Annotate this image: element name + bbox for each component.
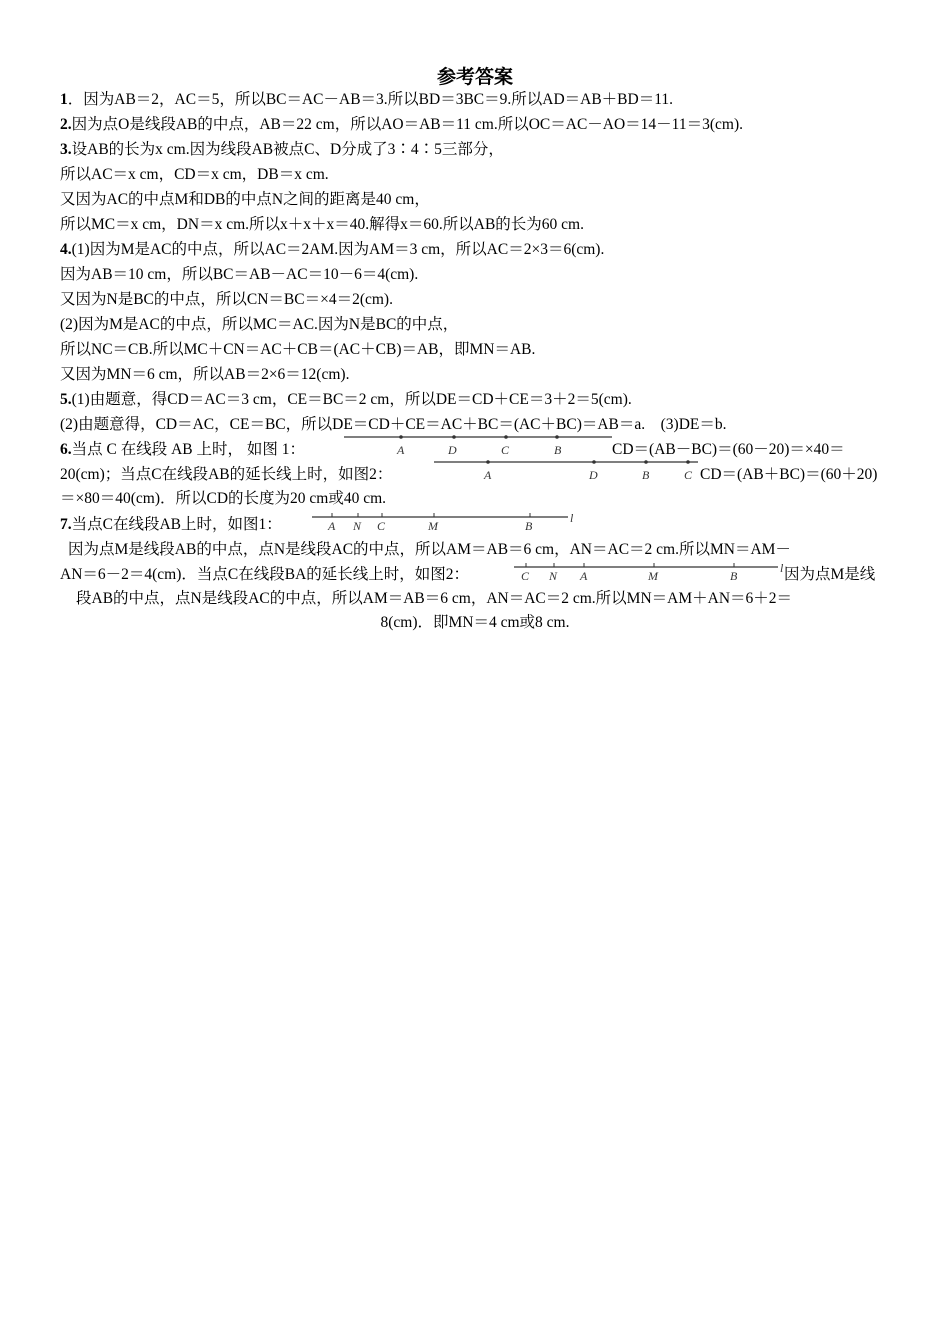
q7-figure-2 — [514, 558, 790, 584]
answer-3-line-1: 设AB的长为x cm.因为线段AB被点C、D分成了3∶4∶5三部分， — [71, 141, 504, 158]
answer-6-line-3: ＝×80＝40(cm)．所以CD的长度为20 cm或40 cm. — [60, 490, 387, 507]
answer-5-line-2: (2)由题意得，CD＝AC，CE＝BC，所以DE＝CD＋CE＝AC＋BC＝(AC＋BC)＝AB＝a. (3)DE＝b. — [60, 416, 727, 433]
answer-2-text: 因为点O是线段AB的中点，AB＝22 cm，所以AO＝AB＝11 cm.所以OC＝AC－AO＝14－11＝3(cm). — [71, 116, 743, 133]
answer-6-line-2a: 20(cm)；当点C在线段AB的延长线上时，如图2： — [60, 466, 393, 483]
q6-fig2-point-d — [592, 460, 596, 464]
answer-3-number: 3. — [60, 141, 72, 158]
answer-2 — [60, 115, 743, 135]
q6-fig1-point-d — [452, 435, 456, 439]
q6-figure-1 — [344, 432, 614, 460]
q7-fig1-label-n: N — [353, 519, 362, 533]
answer-3-line-2: 所以AC＝x cm，CD＝x cm，DB＝x cm. — [60, 166, 329, 183]
q6-figure-2 — [434, 457, 700, 485]
answer-5-line-1: (1)由题意，得CD＝AC＝3 cm，CE＝BC＝2 cm，所以DE＝CD＋CE＝3＋2＝5(cm). — [71, 391, 632, 408]
q7-fig1-label-a: A — [328, 519, 336, 533]
q7-fig1-label-b: B — [525, 519, 533, 533]
q6-fig2-label-b: B — [642, 468, 650, 482]
answer-7-line-3b: 因为点M是线 — [784, 566, 876, 583]
q7-fig2-label-c: C — [521, 569, 530, 583]
answer-6-line-1b: CD＝(AB－BC)＝(60－20)＝×40＝ — [612, 441, 845, 458]
q6-fig2-point-c — [686, 460, 690, 464]
q6-fig1-label-d: D — [448, 443, 457, 457]
answer-3 — [60, 140, 504, 160]
q7-fig2-label-a: A — [580, 569, 588, 583]
answer-4-line-3: 又因为N是BC的中点，所以CN＝BC＝×4＝2(cm). — [60, 291, 393, 308]
q6-fig1-label-c: C — [501, 443, 510, 457]
answer-7-line-3a: AN＝6－2＝4(cm)．当点C在线段BA的延长线上时，如图2： — [60, 566, 470, 583]
answer-4-line-1: (1)因为M是AC的中点，所以AC＝2AM.因为AM＝3 cm，所以AC＝2×3＝6(cm). — [71, 241, 605, 258]
answer-4-line-2: 因为AB＝10 cm，所以BC＝AB－AC＝10－6＝4(cm). — [60, 266, 419, 283]
q6-fig1-label-a: A — [397, 443, 405, 457]
q6-fig2-label-d: D — [589, 468, 598, 482]
q6-fig2-label-c: C — [684, 468, 693, 482]
answer-7-line-1: 当点C在线段AB上时，如图1： — [71, 516, 282, 533]
q6-fig2-point-a — [486, 460, 490, 464]
q7-figure-1 — [312, 508, 582, 534]
q6-fig2-point-b — [644, 460, 648, 464]
page-title: 参考答案 — [436, 66, 513, 88]
answer-1-number: 1 — [60, 91, 68, 108]
answer-7-line-2: 因为点M是线段AB的中点，点N是线段AC的中点，所以AM＝AB＝6 cm，AN＝AC＝2 cm.所以MN＝AM－ — [68, 541, 791, 558]
q6-fig1-point-b — [555, 435, 559, 439]
q7-fig1-label-l: l — [570, 511, 574, 525]
q7-fig2-label-b: B — [730, 569, 738, 583]
q7-fig1-label-c: C — [377, 519, 386, 533]
answer-1-text: ．因为AB＝2，AC＝5，所以BC＝AC－AB＝3.所以BD＝3BC＝9.所以AD＝AB＋BD＝11. — [67, 91, 674, 108]
q7-fig2-label-n: N — [549, 569, 558, 583]
answer-4-number: 4. — [60, 241, 72, 258]
answer-6-line-2b: CD＝(AB＋BC)＝(60＋20) — [700, 466, 878, 483]
answer-4-line-4: (2)因为M是AC的中点，所以MC＝AC.因为N是BC的中点， — [60, 316, 459, 333]
answer-3-line-4: 所以MC＝x cm，DN＝x cm.所以x＋x＋x＝40.解得x＝60.所以AB的长为60 cm. — [60, 216, 584, 233]
answer-1 — [60, 90, 673, 110]
q7-fig1-label-m: M — [428, 519, 438, 533]
answer-6-text-1a: 当点 C 在线段 AB 上时， 如图 1： — [71, 441, 305, 458]
q6-fig1-label-b: B — [554, 443, 562, 457]
answer-7-line-4: 段AB的中点，点N是线段AC的中点，所以AM＝AB＝6 cm，AN＝AC＝2 cm.所以MN＝AM＋AN＝6＋2＝ — [76, 590, 793, 607]
answer-2-number: 2. — [60, 116, 72, 133]
q6-fig1-point-c — [504, 435, 508, 439]
q6-fig1-point-a — [399, 435, 403, 439]
q7-fig2-label-l: l — [780, 561, 784, 575]
answer-7 — [60, 515, 282, 535]
answer-5-number: 5. — [60, 391, 72, 408]
answer-4 — [60, 240, 604, 260]
answer-3-line-3: 又因为AC的中点M和DB的中点N之间的距离是40 cm， — [60, 191, 430, 208]
q7-fig2-label-m: M — [648, 569, 658, 583]
answer-7-line-5: 8(cm)．即MN＝4 cm或8 cm. — [380, 614, 570, 631]
answer-7-number: 7. — [60, 516, 72, 533]
answer-6-line-1a — [60, 440, 305, 460]
answer-4-line-6: 又因为MN＝6 cm，所以AB＝2×6＝12(cm). — [60, 366, 350, 383]
answer-4-line-5: 所以NC＝CB.所以MC＋CN＝AC＋CB＝(AC＋CB)＝AB，即MN＝AB. — [60, 341, 536, 358]
answer-5 — [60, 390, 632, 410]
answer-6-number: 6. — [60, 441, 72, 458]
q6-fig2-label-a: A — [484, 468, 492, 482]
